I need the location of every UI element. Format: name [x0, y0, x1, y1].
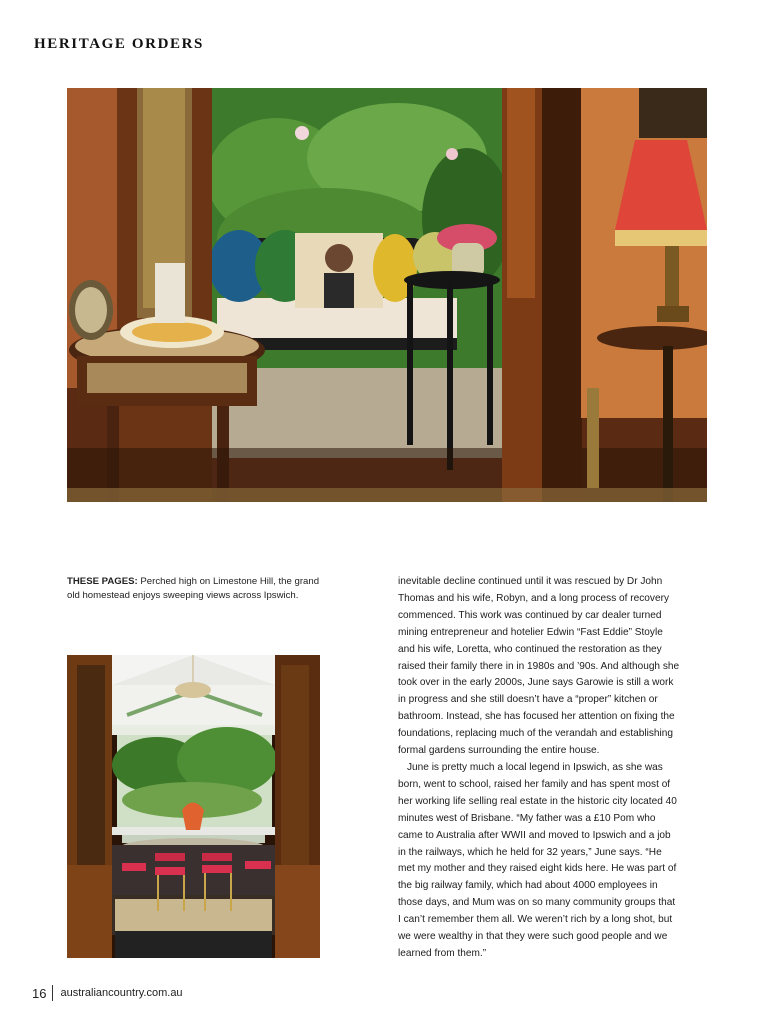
photo-caption	[67, 575, 322, 603]
page-footer	[32, 985, 183, 1001]
article-paragraph: June is pretty much a local legend in Ipswich, as she was born, went to school, raised her family and has spent most of her working life selling real estate in the historic city located 40 minutes west of Brisbane. “My father was a £10 Pom who came to Australia after WWII and moved to Ipswich and a job in the railways, which he held for 32 years,” June says. “He met my mother and they raised eight kids here. He was part of the big railway family, which had about 4000 employees in those days, and Mum was on so many community groups that I can’t remember them all. We weren’t rich by a long shot, but we were wealthy in that they were such good people and we learned from them.”	[398, 761, 677, 959]
article-body	[398, 574, 680, 963]
footer-website: australiancountry.com.au	[60, 987, 183, 999]
section-title: HERITAGE ORDERS	[34, 36, 205, 52]
verandah-photo	[67, 88, 707, 502]
article-paragraph: inevitable decline continued until it was rescued by Dr John Thomas and his wife, Robyn, and a long process of recovery commenced. This work was continued by car dealer turned mining entrepreneur and hotelier Edwin “Fast Eddie” Stoyle and his wife, Loretta, who continued the restoration as they raised their family there in in 1980s and ’90s. And although she took over in the early 2000s, June says Garowie is still a work in progress and she still doesn’t have a “proper” kitchen or bathroom. Instead, she has focused her attention on fixing the foundations, replacing much of the verandah and establishing formal gardens surrounding the entire house.	[398, 576, 680, 757]
caption-label: THESE PAGES:	[67, 576, 138, 587]
footer-divider	[52, 985, 53, 1001]
caption-text: Perched high on Limestone Hill, the grand old homestead enjoys sweeping views across Ipswich.	[67, 576, 320, 601]
dining-room-photo	[67, 655, 320, 958]
page-number: 16	[32, 985, 47, 1001]
